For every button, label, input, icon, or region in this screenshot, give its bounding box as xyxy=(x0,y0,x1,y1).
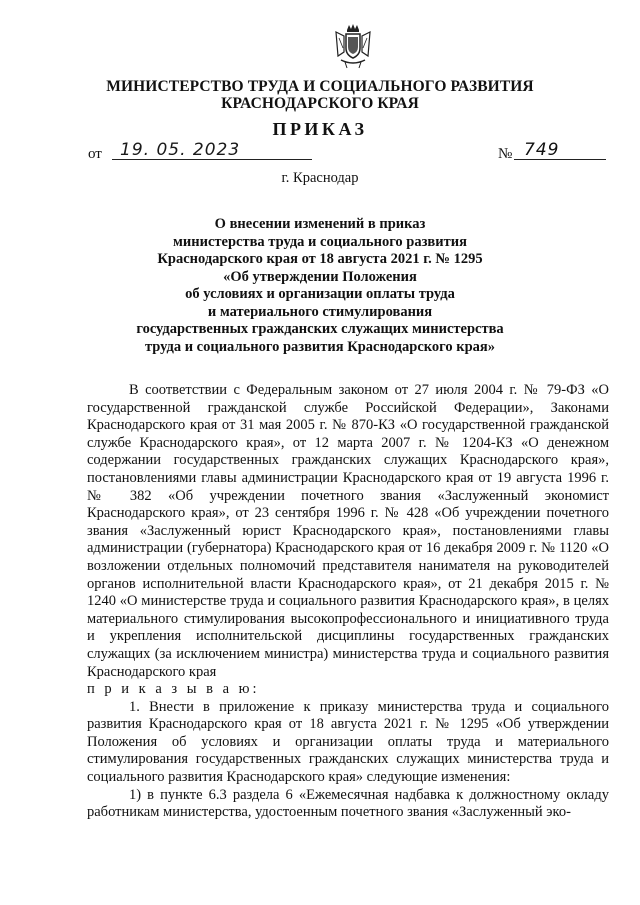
clause-1-paragraph: 1. Внести в приложение к приказу министерства труда и социального развития Краснодарского края от 18 августа 2021 г. № 1295 «Об утверждении Положения об условиях и организации оплаты труда и материального стимулирования государственных гражданских служащих министерства труда и социального развития Краснодарского края» следующие изменения: xyxy=(87,698,609,786)
preamble-paragraph: В соответствии с Федеральным законом от 27 июля 2004 г. № 79-ФЗ «О государственной гражданской службе Российской Федерации», Законами Краснодарского края от 31 мая 2005 г. № 870-КЗ «О государственной гражданской службе Краснодарского края», от 12 марта 2007 г. № 1204-КЗ «О денежном содержании государственных гражданских служащих Краснодарского края», постановлениями главы администрации Краснодарского края от 19 августа 1996 г. № 382 «Об учреждении почетного звания «Заслуженный экономист Краснодарского края», от 23 сентября 1996 г. № 428 «Об учреждении почетного звания «Заслуженный юрист Краснодарского края», постановлениями главы администрации (губернатора) Краснодарского края от 16 декабря 2009 г. № 1120 «О возложении отдельных полномочий представителя нанимателя на руководителей органов исполнительной власти Краснодарского края», от 21 декабря 2015 г. № 1240 «О министерстве труда и социального развития Краснодарского края», в целях материального стимулирования высокопрофессионального и инициативного труда и укрепления исполнительской дисциплины государственных гражданских служащих (за исключением министра) министерства труда и социального развития Краснодарского края xyxy=(87,382,609,680)
subclause-1-paragraph: 1) в пункте 6.3 раздела 6 «Ежемесячная надбавка к должностному окладу работникам министерства, удостоенным почетного звания «Заслуженный эко- xyxy=(87,786,609,821)
prikazyvayu: п р и к а з ы в а ю: xyxy=(87,681,260,698)
subject-line: «Об утверждении Положения xyxy=(223,268,417,285)
subject-line: и материального стимулирования xyxy=(207,303,433,320)
city: г. Краснодар xyxy=(281,170,359,186)
order-title: ПРИКАЗ xyxy=(272,119,368,139)
order-body xyxy=(87,382,609,822)
date-value: 19. 05. 2023 xyxy=(112,140,312,160)
ministry-name xyxy=(0,78,640,112)
subject-line: Краснодарского края от 18 августа 2021 г. № 1295 xyxy=(157,251,483,267)
subject-line: О внесении изменений в приказ xyxy=(214,216,426,232)
subject-line: труда и социального развития Краснодарского края» xyxy=(144,338,496,355)
subject-line: государственных гражданских служащих министерства xyxy=(136,321,504,337)
subject-line: министерства труда и социального развития xyxy=(173,233,467,250)
order-subject xyxy=(0,216,640,356)
number-value: 749 xyxy=(514,140,606,160)
number-label: № xyxy=(498,146,513,162)
coat-of-arms-icon xyxy=(333,22,373,70)
subject-line: об условиях и организации оплаты труда xyxy=(185,286,455,302)
ministry-line-2: КРАСНОДАРСКОГО КРАЯ xyxy=(221,95,419,112)
date-label: от xyxy=(88,146,102,162)
ministry-line-1: МИНИСТЕРСТВО ТРУДА И СОЦИАЛЬНОГО РАЗВИТИЯ xyxy=(106,78,534,95)
